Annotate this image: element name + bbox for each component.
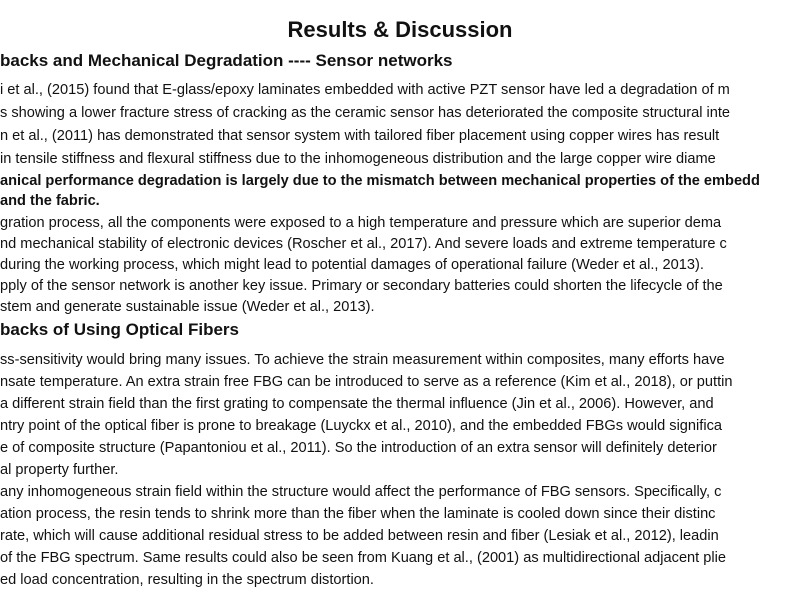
section1-line-11: stem and generate sustainable issue (Weder et al., 2013).: [0, 299, 375, 315]
section1-line-3: n et al., (2011) has demonstrated that sensor system with tailored fiber placement using copper wires has result: [0, 128, 720, 144]
section-heading-sensor-networks: backs and Mechanical Degradation ---- Sensor networks: [0, 51, 453, 70]
section1-line-2: s showing a lower fracture stress of cracking as the ceramic sensor has deteriorated the composite structural inte: [0, 105, 731, 121]
section2-line-7: any inhomogeneous strain field within the structure would affect the performance of FBG sensors. Specifically, c: [0, 484, 722, 500]
section1-line-7: gration process, all the components were exposed to a high temperature and pressure which are superior dema: [0, 215, 722, 231]
section1-line-1: i et al., (2015) found that E-glass/epoxy laminates embedded with active PZT sensor have led a degradation of m: [0, 82, 730, 98]
section2-line-8: ation process, the resin tends to shrink more than the fiber when the laminate is cooled down since their distinc: [0, 506, 716, 522]
section1-line-4: in tensile stiffness and flexural stiffness due to the inhomogeneous distribution and the large copper wire diame: [0, 151, 716, 167]
section2-line-11: ed load concentration, resulting in the spectrum distortion.: [0, 572, 374, 588]
section2-line-5: e of composite structure (Papantoniou et al., 2011). So the introduction of an extra sensor will definitely deterior: [0, 440, 717, 456]
section2-line-3: a different strain field than the first grating to compensate the thermal influence (Jin et al., 2006). However, and: [0, 396, 714, 412]
section2-line-10: of the FBG spectrum. Same results could also be seen from Kuang et al., (2001) as multidirectional adjacent plie: [0, 550, 727, 566]
section1-line-6-emphasis: and the fabric.: [0, 193, 100, 209]
section2-line-1: ss-sensitivity would bring many issues. To achieve the strain measurement within composites, many efforts have: [0, 352, 725, 368]
section2-line-9: rate, which will cause additional residual stress to be added between resin and fiber (Lesiak et al., 2012), leadin: [0, 528, 719, 544]
section1-line-10: pply of the sensor network is another key issue. Primary or secondary batteries could shorten the lifecycle of the: [0, 278, 723, 294]
section2-line-4: ntry point of the optical fiber is prone to breakage (Luyckx et al., 2010), and the embedded FBGs would significa: [0, 418, 722, 434]
slide-title: Results & Discussion: [287, 17, 513, 42]
section2-line-6: al property further.: [0, 462, 119, 478]
section1-line-8: nd mechanical stability of electronic devices (Roscher et al., 2017). And severe loads and extreme temperature c: [0, 236, 727, 252]
section2-line-2: nsate temperature. An extra strain free FBG can be introduced to serve as a reference (Kim et al., 2018), or puttin: [0, 374, 733, 390]
section1-line-5-emphasis: anical performance degradation is largely due to the mismatch between mechanical properties of the embedd: [0, 173, 760, 189]
section-heading-optical-fibers: backs of Using Optical Fibers: [0, 320, 240, 339]
section1-line-9: during the working process, which might lead to potential damages of operational failure (Weder et al., 2013).: [0, 257, 704, 273]
